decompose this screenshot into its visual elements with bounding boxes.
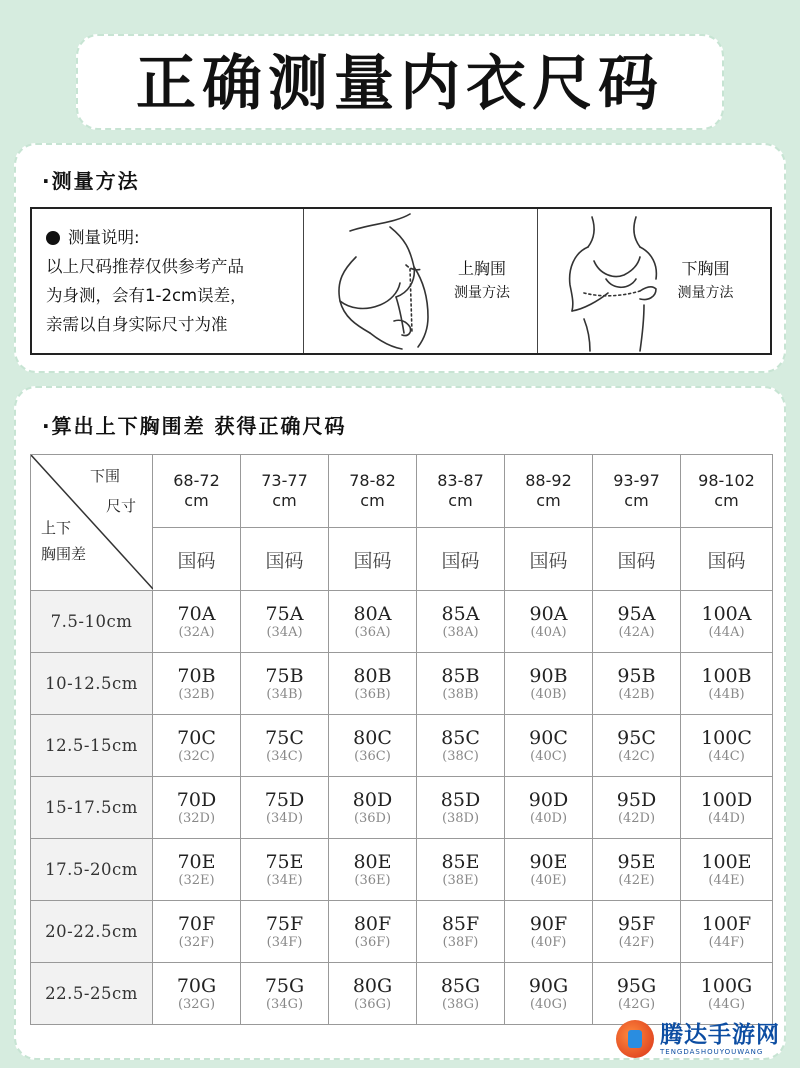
table-row xyxy=(31,777,773,839)
intl-size: (32B) xyxy=(178,686,215,702)
size-cell xyxy=(417,715,505,777)
watermark-name: 腾达手游网 xyxy=(660,1022,780,1048)
size-cell xyxy=(241,963,329,1025)
under-bust-sub: 测量方法 xyxy=(677,285,734,301)
size-cell xyxy=(241,653,329,715)
size-cell xyxy=(241,839,329,901)
intl-size: (44F) xyxy=(708,934,745,950)
cn-size: 95E xyxy=(617,850,656,873)
table-row xyxy=(31,839,773,901)
method-section-title: ·测量方法 xyxy=(42,169,140,193)
intl-size: (36G) xyxy=(353,996,392,1012)
row-label: 20-22.5cm xyxy=(31,901,153,963)
cn-size: 80C xyxy=(353,726,392,749)
intl-size: (40E) xyxy=(530,872,567,888)
intl-size: (40A) xyxy=(530,624,567,640)
row-label: 7.5-10cm xyxy=(31,591,153,653)
intl-size: (42B) xyxy=(618,686,655,702)
intl-size: (38A) xyxy=(442,624,479,640)
size-cell xyxy=(417,653,505,715)
intl-size: (38G) xyxy=(441,996,480,1012)
cn-size: 70F xyxy=(177,912,216,935)
cn-size: 85F xyxy=(441,912,480,935)
size-cell xyxy=(241,777,329,839)
cn-size: 95C xyxy=(617,726,656,749)
column-header-label: 国码 xyxy=(329,528,417,591)
cn-size: 80B xyxy=(353,664,392,687)
intl-size: (40G) xyxy=(529,996,568,1012)
intl-size: (36A) xyxy=(354,624,391,640)
size-cell xyxy=(329,963,417,1025)
size-cell xyxy=(417,901,505,963)
size-cell xyxy=(681,777,773,839)
cn-size: 85D xyxy=(440,788,481,811)
size-cell xyxy=(505,839,593,901)
bullet-dot-icon xyxy=(46,231,60,245)
cn-size: 80D xyxy=(352,788,393,811)
cn-size: 80E xyxy=(353,850,392,873)
upper-bust-sub: 测量方法 xyxy=(454,285,510,301)
intl-size: (42G) xyxy=(617,996,656,1012)
intl-size: (36E) xyxy=(354,872,391,888)
size-cell xyxy=(505,653,593,715)
size-cell xyxy=(417,963,505,1025)
range-unit: cm xyxy=(624,491,649,510)
size-cell xyxy=(417,777,505,839)
cn-size: 95A xyxy=(617,602,656,625)
cn-size: 100G xyxy=(700,974,753,997)
column-header-range xyxy=(593,455,681,528)
intl-size: (38C) xyxy=(442,748,479,764)
under-bust-label: 下胸围 xyxy=(681,259,730,278)
cn-size: 85E xyxy=(441,850,480,873)
intl-size: (36F) xyxy=(354,934,391,950)
cn-size: 85A xyxy=(441,602,480,625)
intl-size: (34F) xyxy=(266,934,303,950)
intl-size: (32D) xyxy=(177,810,216,826)
range-unit: cm xyxy=(448,491,473,510)
size-cell xyxy=(241,715,329,777)
title-panel xyxy=(76,34,724,130)
intl-size: (44B) xyxy=(708,686,745,702)
cn-size: 75C xyxy=(265,726,304,749)
cn-size: 70D xyxy=(176,788,217,811)
size-cell xyxy=(505,901,593,963)
intl-size: (32A) xyxy=(178,624,215,640)
corner-bottom-1: 上下 xyxy=(41,519,72,537)
intl-size: (34D) xyxy=(265,810,304,826)
column-header-range xyxy=(329,455,417,528)
size-cell xyxy=(681,715,773,777)
intl-size: (40F) xyxy=(530,934,567,950)
under-bust-illustration-icon xyxy=(544,209,684,353)
corner-bottom-2: 胸围差 xyxy=(41,545,87,563)
cn-size: 70E xyxy=(177,850,216,873)
intl-size: (32E) xyxy=(178,872,215,888)
intl-size: (34A) xyxy=(266,624,303,640)
size-cell xyxy=(593,653,681,715)
size-cell xyxy=(505,963,593,1025)
intl-size: (44D) xyxy=(707,810,746,826)
column-header-range xyxy=(505,455,593,528)
intl-size: (38B) xyxy=(442,686,479,702)
range-value: 98-102 xyxy=(698,471,755,490)
size-cell xyxy=(681,901,773,963)
calc-section-title: ·算出上下胸围差 获得正确尺码 xyxy=(42,414,347,438)
cn-size: 75G xyxy=(264,974,305,997)
table-row xyxy=(31,715,773,777)
intl-size: (32F) xyxy=(178,934,215,950)
cn-size: 90D xyxy=(528,788,569,811)
column-header-range xyxy=(153,455,241,528)
size-cell xyxy=(417,591,505,653)
row-label: 15-17.5cm xyxy=(31,777,153,839)
intl-size: (42A) xyxy=(618,624,655,640)
intl-size: (40B) xyxy=(530,686,567,702)
column-header-label: 国码 xyxy=(505,528,593,591)
cn-size: 95B xyxy=(617,664,656,687)
size-cell xyxy=(329,653,417,715)
row-label: 12.5-15cm xyxy=(31,715,153,777)
size-cell xyxy=(505,591,593,653)
cn-size: 80F xyxy=(353,912,392,935)
size-cell xyxy=(329,715,417,777)
size-cell xyxy=(329,839,417,901)
size-cell xyxy=(329,777,417,839)
cn-size: 90A xyxy=(529,602,568,625)
upper-bust-illustration-icon xyxy=(310,209,460,353)
method-box xyxy=(30,207,772,355)
cn-size: 100A xyxy=(701,602,752,625)
cn-size: 100E xyxy=(701,850,752,873)
note-line: 为身测，会有1-2cm误差， xyxy=(46,286,247,305)
size-cell xyxy=(153,777,241,839)
row-label: 10-12.5cm xyxy=(31,653,153,715)
under-bust-figure xyxy=(537,209,771,353)
corner-mid: 尺寸 xyxy=(105,497,136,515)
size-cell xyxy=(153,963,241,1025)
row-label: 17.5-20cm xyxy=(31,839,153,901)
intl-size: (42D) xyxy=(617,810,656,826)
size-cell xyxy=(593,715,681,777)
cn-size: 80A xyxy=(353,602,392,625)
cn-size: 90G xyxy=(528,974,569,997)
intl-size: (44G) xyxy=(707,996,746,1012)
intl-size: (42E) xyxy=(618,872,655,888)
size-cell xyxy=(153,901,241,963)
range-value: 83-87 xyxy=(437,471,484,490)
size-cell xyxy=(681,963,773,1025)
intl-size: (36C) xyxy=(354,748,391,764)
range-unit: cm xyxy=(360,491,385,510)
cn-size: 100B xyxy=(701,664,752,687)
note-line: 以上尺码推荐仅供参考产品 xyxy=(46,257,244,276)
cn-size: 75F xyxy=(265,912,304,935)
watermark-logo-icon xyxy=(616,1020,654,1058)
cn-size: 80G xyxy=(352,974,393,997)
size-cell xyxy=(681,839,773,901)
measurement-note xyxy=(32,209,304,353)
cn-size: 95D xyxy=(616,788,657,811)
table-row xyxy=(31,653,773,715)
range-value: 68-72 xyxy=(173,471,220,490)
size-cell xyxy=(505,715,593,777)
watermark xyxy=(616,1020,780,1058)
column-header-range xyxy=(681,455,773,528)
table-row xyxy=(31,963,773,1025)
upper-bust-label: 上胸围 xyxy=(457,259,506,278)
range-unit: cm xyxy=(272,491,297,510)
cn-size: 100F xyxy=(701,912,752,935)
cn-size: 90B xyxy=(529,664,568,687)
note-line: 亲需以自身实际尺寸为准 xyxy=(46,315,228,334)
intl-size: (38F) xyxy=(442,934,479,950)
size-cell xyxy=(153,653,241,715)
size-cell xyxy=(329,591,417,653)
column-header-label: 国码 xyxy=(417,528,505,591)
note-head: 测量说明: xyxy=(68,228,140,247)
cn-size: 100C xyxy=(701,726,752,749)
cn-size: 85C xyxy=(441,726,480,749)
intl-size: (36B) xyxy=(354,686,391,702)
size-cell xyxy=(505,777,593,839)
column-header-range xyxy=(417,455,505,528)
table-corner-header xyxy=(31,455,153,591)
range-unit: cm xyxy=(714,491,739,510)
size-chart-table xyxy=(30,454,773,1025)
table-row xyxy=(31,591,773,653)
size-cell xyxy=(681,653,773,715)
watermark-sub: TENGDASHOUYOUWANG xyxy=(660,1048,764,1056)
cn-size: 70C xyxy=(177,726,216,749)
intl-size: (38E) xyxy=(442,872,479,888)
column-header-label: 国码 xyxy=(153,528,241,591)
intl-size: (40C) xyxy=(530,748,567,764)
page-title: 正确测量内衣尺码 xyxy=(136,49,664,119)
cn-size: 75A xyxy=(265,602,304,625)
intl-size: (44E) xyxy=(708,872,745,888)
range-value: 93-97 xyxy=(613,471,660,490)
intl-size: (42F) xyxy=(618,934,655,950)
cn-size: 70B xyxy=(177,664,216,687)
size-cell xyxy=(153,591,241,653)
intl-size: (32C) xyxy=(178,748,215,764)
intl-size: (44A) xyxy=(708,624,745,640)
intl-size: (38D) xyxy=(441,810,480,826)
cn-size: 95G xyxy=(616,974,657,997)
intl-size: (40D) xyxy=(529,810,568,826)
size-cell xyxy=(417,839,505,901)
intl-size: (34E) xyxy=(266,872,303,888)
size-cell xyxy=(593,777,681,839)
intl-size: (34B) xyxy=(266,686,303,702)
size-cell xyxy=(593,591,681,653)
cn-size: 100D xyxy=(700,788,753,811)
range-value: 88-92 xyxy=(525,471,572,490)
cn-size: 90F xyxy=(529,912,568,935)
cn-size: 75E xyxy=(265,850,304,873)
range-value: 78-82 xyxy=(349,471,396,490)
column-header-range xyxy=(241,455,329,528)
cn-size: 75D xyxy=(264,788,305,811)
cn-size: 90C xyxy=(529,726,568,749)
upper-bust-figure xyxy=(304,209,537,353)
cn-size: 95F xyxy=(617,912,656,935)
intl-size: (44C) xyxy=(708,748,745,764)
cn-size: 75B xyxy=(265,664,304,687)
size-cell xyxy=(593,839,681,901)
intl-size: (32G) xyxy=(177,996,216,1012)
column-header-label: 国码 xyxy=(593,528,681,591)
size-cell xyxy=(593,963,681,1025)
cn-size: 85B xyxy=(441,664,480,687)
intl-size: (42C) xyxy=(618,748,655,764)
size-cell xyxy=(241,901,329,963)
row-label: 22.5-25cm xyxy=(31,963,153,1025)
cn-size: 90E xyxy=(529,850,568,873)
cn-size: 70G xyxy=(176,974,217,997)
corner-top: 下围 xyxy=(89,467,120,485)
range-unit: cm xyxy=(184,491,209,510)
method-panel xyxy=(14,143,786,373)
cn-size: 85G xyxy=(440,974,481,997)
size-cell xyxy=(681,591,773,653)
cn-size: 70A xyxy=(177,602,216,625)
size-cell xyxy=(153,839,241,901)
intl-size: (34G) xyxy=(265,996,304,1012)
size-calc-panel xyxy=(14,386,786,1060)
range-value: 73-77 xyxy=(261,471,308,490)
size-cell xyxy=(593,901,681,963)
column-header-label: 国码 xyxy=(681,528,773,591)
size-cell xyxy=(241,591,329,653)
range-unit: cm xyxy=(536,491,561,510)
intl-size: (34C) xyxy=(266,748,303,764)
size-cell xyxy=(329,901,417,963)
column-header-label: 国码 xyxy=(241,528,329,591)
table-row xyxy=(31,901,773,963)
size-cell xyxy=(153,715,241,777)
intl-size: (36D) xyxy=(353,810,392,826)
